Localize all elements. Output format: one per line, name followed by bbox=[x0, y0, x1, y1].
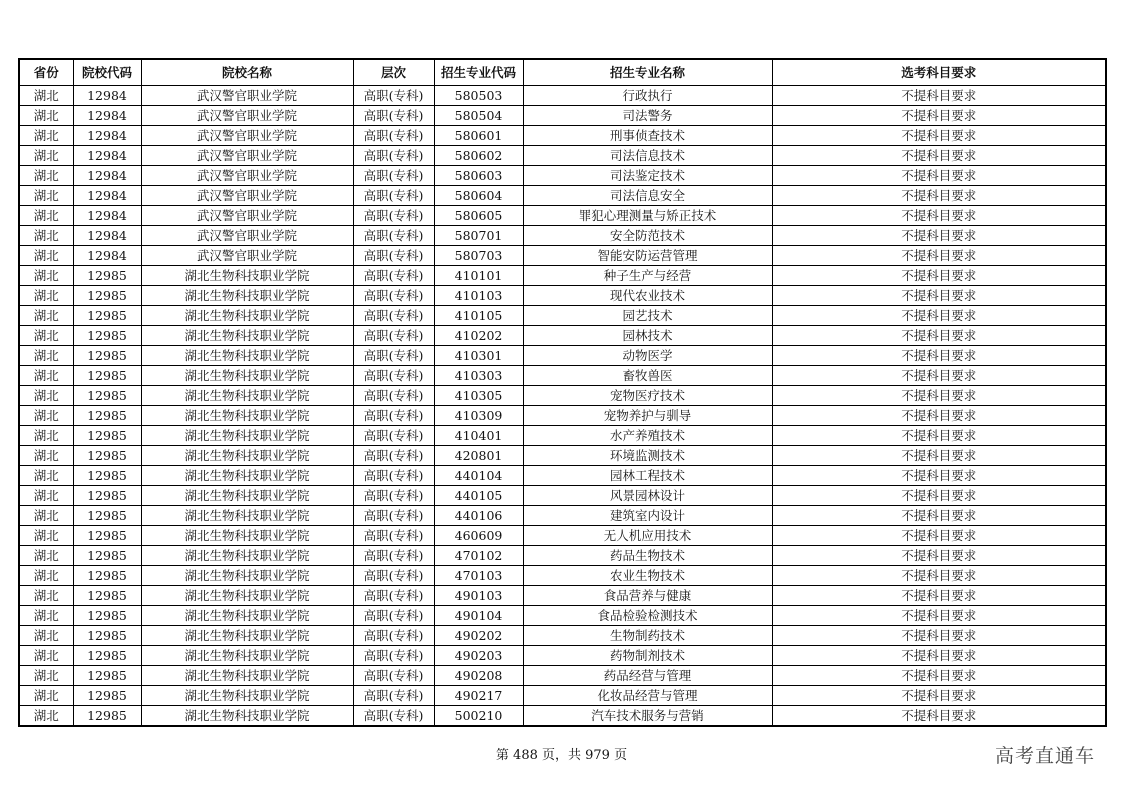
cell-major-name: 司法信息技术 bbox=[523, 146, 772, 166]
cell-school-name: 湖北生物科技职业学院 bbox=[141, 486, 353, 506]
header-major-name: 招生专业名称 bbox=[523, 59, 772, 86]
header-row bbox=[19, 59, 1106, 86]
cell-subject-requirement: 不提科目要求 bbox=[772, 626, 1106, 646]
header-level: 层次 bbox=[353, 59, 434, 86]
cell-level: 高职(专科) bbox=[353, 666, 434, 686]
cell-school-code: 12985 bbox=[73, 366, 141, 386]
cell-major-name: 建筑室内设计 bbox=[523, 506, 772, 526]
cell-school-code: 12985 bbox=[73, 606, 141, 626]
table-row bbox=[19, 446, 1106, 466]
table-row bbox=[19, 86, 1106, 106]
cell-major-name: 行政执行 bbox=[523, 86, 772, 106]
cell-level: 高职(专科) bbox=[353, 266, 434, 286]
cell-major-code: 410401 bbox=[434, 426, 523, 446]
cell-major-code: 580603 bbox=[434, 166, 523, 186]
table-row bbox=[19, 346, 1106, 366]
cell-school-name: 湖北生物科技职业学院 bbox=[141, 626, 353, 646]
cell-major-name: 农业生物技术 bbox=[523, 566, 772, 586]
cell-subject-requirement: 不提科目要求 bbox=[772, 186, 1106, 206]
cell-school-name: 武汉警官职业学院 bbox=[141, 86, 353, 106]
cell-major-name: 无人机应用技术 bbox=[523, 526, 772, 546]
cell-subject-requirement: 不提科目要求 bbox=[772, 506, 1106, 526]
cell-subject-requirement: 不提科目要求 bbox=[772, 126, 1106, 146]
cell-school-code: 12984 bbox=[73, 246, 141, 266]
cell-major-code: 490104 bbox=[434, 606, 523, 626]
table-row bbox=[19, 666, 1106, 686]
cell-school-name: 武汉警官职业学院 bbox=[141, 206, 353, 226]
cell-level: 高职(专科) bbox=[353, 346, 434, 366]
cell-province: 湖北 bbox=[19, 166, 73, 186]
cell-major-code: 580701 bbox=[434, 226, 523, 246]
cell-level: 高职(专科) bbox=[353, 326, 434, 346]
cell-major-name: 药品生物技术 bbox=[523, 546, 772, 566]
table-row bbox=[19, 126, 1106, 146]
cell-level: 高职(专科) bbox=[353, 306, 434, 326]
cell-school-code: 12985 bbox=[73, 286, 141, 306]
table-row bbox=[19, 266, 1106, 286]
cell-province: 湖北 bbox=[19, 306, 73, 326]
cell-province: 湖北 bbox=[19, 486, 73, 506]
cell-level: 高职(专科) bbox=[353, 426, 434, 446]
cell-level: 高职(专科) bbox=[353, 486, 434, 506]
cell-province: 湖北 bbox=[19, 466, 73, 486]
header-school-name: 院校名称 bbox=[141, 59, 353, 86]
cell-school-name: 湖北生物科技职业学院 bbox=[141, 706, 353, 727]
cell-school-name: 湖北生物科技职业学院 bbox=[141, 306, 353, 326]
cell-subject-requirement: 不提科目要求 bbox=[772, 326, 1106, 346]
cell-school-name: 湖北生物科技职业学院 bbox=[141, 346, 353, 366]
cell-province: 湖北 bbox=[19, 286, 73, 306]
cell-level: 高职(专科) bbox=[353, 366, 434, 386]
cell-school-name: 湖北生物科技职业学院 bbox=[141, 466, 353, 486]
cell-subject-requirement: 不提科目要求 bbox=[772, 586, 1106, 606]
table-body bbox=[19, 86, 1106, 727]
cell-major-code: 470103 bbox=[434, 566, 523, 586]
cell-level: 高职(专科) bbox=[353, 506, 434, 526]
admissions-table bbox=[18, 58, 1107, 727]
cell-school-code: 12984 bbox=[73, 146, 141, 166]
cell-school-code: 12985 bbox=[73, 686, 141, 706]
cell-major-code: 460609 bbox=[434, 526, 523, 546]
cell-school-code: 12985 bbox=[73, 666, 141, 686]
cell-province: 湖北 bbox=[19, 706, 73, 727]
cell-major-code: 490203 bbox=[434, 646, 523, 666]
cell-school-name: 武汉警官职业学院 bbox=[141, 226, 353, 246]
cell-level: 高职(专科) bbox=[353, 406, 434, 426]
table-row bbox=[19, 546, 1106, 566]
cell-major-name: 智能安防运营管理 bbox=[523, 246, 772, 266]
cell-school-name: 湖北生物科技职业学院 bbox=[141, 566, 353, 586]
cell-major-code: 420801 bbox=[434, 446, 523, 466]
cell-major-code: 410103 bbox=[434, 286, 523, 306]
table-row bbox=[19, 286, 1106, 306]
cell-major-code: 410305 bbox=[434, 386, 523, 406]
cell-major-name: 生物制药技术 bbox=[523, 626, 772, 646]
cell-province: 湖北 bbox=[19, 106, 73, 126]
cell-school-name: 湖北生物科技职业学院 bbox=[141, 526, 353, 546]
cell-major-code: 580602 bbox=[434, 146, 523, 166]
cell-subject-requirement: 不提科目要求 bbox=[772, 166, 1106, 186]
cell-level: 高职(专科) bbox=[353, 646, 434, 666]
cell-major-code: 580601 bbox=[434, 126, 523, 146]
table-row bbox=[19, 406, 1106, 426]
cell-subject-requirement: 不提科目要求 bbox=[772, 86, 1106, 106]
cell-level: 高职(专科) bbox=[353, 706, 434, 727]
cell-school-name: 湖北生物科技职业学院 bbox=[141, 686, 353, 706]
table-row bbox=[19, 486, 1106, 506]
cell-level: 高职(专科) bbox=[353, 286, 434, 306]
cell-major-code: 410303 bbox=[434, 366, 523, 386]
cell-school-name: 武汉警官职业学院 bbox=[141, 166, 353, 186]
cell-province: 湖北 bbox=[19, 266, 73, 286]
cell-level: 高职(专科) bbox=[353, 466, 434, 486]
cell-province: 湖北 bbox=[19, 146, 73, 166]
cell-school-name: 湖北生物科技职业学院 bbox=[141, 406, 353, 426]
cell-province: 湖北 bbox=[19, 626, 73, 646]
cell-province: 湖北 bbox=[19, 606, 73, 626]
cell-school-code: 12985 bbox=[73, 586, 141, 606]
cell-school-code: 12985 bbox=[73, 426, 141, 446]
table-row bbox=[19, 466, 1106, 486]
cell-major-name: 药品经营与管理 bbox=[523, 666, 772, 686]
admissions-table-container bbox=[18, 58, 1105, 727]
cell-major-name: 水产养殖技术 bbox=[523, 426, 772, 446]
cell-province: 湖北 bbox=[19, 426, 73, 446]
cell-subject-requirement: 不提科目要求 bbox=[772, 526, 1106, 546]
cell-level: 高职(专科) bbox=[353, 226, 434, 246]
cell-school-code: 12985 bbox=[73, 526, 141, 546]
cell-school-code: 12985 bbox=[73, 386, 141, 406]
cell-school-name: 武汉警官职业学院 bbox=[141, 126, 353, 146]
cell-subject-requirement: 不提科目要求 bbox=[772, 486, 1106, 506]
cell-level: 高职(专科) bbox=[353, 686, 434, 706]
table-row bbox=[19, 586, 1106, 606]
table-row bbox=[19, 206, 1106, 226]
cell-major-name: 环境监测技术 bbox=[523, 446, 772, 466]
page-number: 第 488 页，共 979 页 bbox=[495, 748, 628, 763]
cell-school-code: 12985 bbox=[73, 346, 141, 366]
cell-level: 高职(专科) bbox=[353, 246, 434, 266]
cell-school-code: 12985 bbox=[73, 446, 141, 466]
cell-major-name: 罪犯心理测量与矫正技术 bbox=[523, 206, 772, 226]
watermark-logo-text: 高考直通车 bbox=[994, 745, 1095, 767]
cell-major-code: 490103 bbox=[434, 586, 523, 606]
cell-province: 湖北 bbox=[19, 406, 73, 426]
cell-major-name: 畜牧兽医 bbox=[523, 366, 772, 386]
cell-province: 湖北 bbox=[19, 326, 73, 346]
cell-province: 湖北 bbox=[19, 226, 73, 246]
table-header bbox=[19, 59, 1106, 86]
cell-province: 湖北 bbox=[19, 206, 73, 226]
header-subject-requirement: 选考科目要求 bbox=[772, 59, 1106, 86]
cell-level: 高职(专科) bbox=[353, 146, 434, 166]
cell-province: 湖北 bbox=[19, 526, 73, 546]
header-province: 省份 bbox=[19, 59, 73, 86]
cell-major-name: 食品检验检测技术 bbox=[523, 606, 772, 626]
cell-major-name: 安全防范技术 bbox=[523, 226, 772, 246]
cell-major-name: 宠物养护与驯导 bbox=[523, 406, 772, 426]
cell-subject-requirement: 不提科目要求 bbox=[772, 666, 1106, 686]
cell-school-code: 12984 bbox=[73, 226, 141, 246]
cell-subject-requirement: 不提科目要求 bbox=[772, 466, 1106, 486]
cell-level: 高职(专科) bbox=[353, 106, 434, 126]
cell-school-name: 湖北生物科技职业学院 bbox=[141, 366, 353, 386]
cell-school-code: 12984 bbox=[73, 186, 141, 206]
cell-school-code: 12985 bbox=[73, 326, 141, 346]
cell-major-code: 410105 bbox=[434, 306, 523, 326]
table-row bbox=[19, 686, 1106, 706]
cell-school-name: 湖北生物科技职业学院 bbox=[141, 606, 353, 626]
cell-school-name: 湖北生物科技职业学院 bbox=[141, 286, 353, 306]
header-major-code: 招生专业代码 bbox=[434, 59, 523, 86]
cell-major-name: 园艺技术 bbox=[523, 306, 772, 326]
cell-subject-requirement: 不提科目要求 bbox=[772, 566, 1106, 586]
cell-major-name: 司法信息安全 bbox=[523, 186, 772, 206]
cell-province: 湖北 bbox=[19, 86, 73, 106]
cell-school-name: 武汉警官职业学院 bbox=[141, 146, 353, 166]
cell-subject-requirement: 不提科目要求 bbox=[772, 646, 1106, 666]
cell-major-name: 司法鉴定技术 bbox=[523, 166, 772, 186]
cell-school-code: 12985 bbox=[73, 506, 141, 526]
cell-subject-requirement: 不提科目要求 bbox=[772, 286, 1106, 306]
cell-level: 高职(专科) bbox=[353, 186, 434, 206]
cell-school-name: 湖北生物科技职业学院 bbox=[141, 426, 353, 446]
cell-level: 高职(专科) bbox=[353, 86, 434, 106]
table-row bbox=[19, 366, 1106, 386]
cell-major-code: 440104 bbox=[434, 466, 523, 486]
cell-level: 高职(专科) bbox=[353, 626, 434, 646]
cell-level: 高职(专科) bbox=[353, 446, 434, 466]
cell-major-code: 490202 bbox=[434, 626, 523, 646]
table-row bbox=[19, 106, 1106, 126]
cell-subject-requirement: 不提科目要求 bbox=[772, 346, 1106, 366]
table-row bbox=[19, 306, 1106, 326]
cell-subject-requirement: 不提科目要求 bbox=[772, 686, 1106, 706]
cell-subject-requirement: 不提科目要求 bbox=[772, 226, 1106, 246]
cell-major-name: 现代农业技术 bbox=[523, 286, 772, 306]
cell-major-code: 440105 bbox=[434, 486, 523, 506]
cell-level: 高职(专科) bbox=[353, 606, 434, 626]
cell-province: 湖北 bbox=[19, 346, 73, 366]
cell-province: 湖北 bbox=[19, 246, 73, 266]
cell-major-code: 440106 bbox=[434, 506, 523, 526]
table-row bbox=[19, 526, 1106, 546]
cell-province: 湖北 bbox=[19, 386, 73, 406]
cell-level: 高职(专科) bbox=[353, 166, 434, 186]
cell-province: 湖北 bbox=[19, 546, 73, 566]
cell-major-name: 药物制剂技术 bbox=[523, 646, 772, 666]
cell-subject-requirement: 不提科目要求 bbox=[772, 266, 1106, 286]
cell-major-name: 风景园林设计 bbox=[523, 486, 772, 506]
cell-school-name: 湖北生物科技职业学院 bbox=[141, 446, 353, 466]
cell-major-name: 刑事侦查技术 bbox=[523, 126, 772, 146]
cell-major-code: 580605 bbox=[434, 206, 523, 226]
cell-major-name: 园林工程技术 bbox=[523, 466, 772, 486]
cell-school-name: 湖北生物科技职业学院 bbox=[141, 506, 353, 526]
cell-subject-requirement: 不提科目要求 bbox=[772, 246, 1106, 266]
cell-school-name: 湖北生物科技职业学院 bbox=[141, 546, 353, 566]
cell-major-code: 410101 bbox=[434, 266, 523, 286]
cell-level: 高职(专科) bbox=[353, 586, 434, 606]
cell-school-code: 12985 bbox=[73, 706, 141, 727]
cell-major-code: 500210 bbox=[434, 706, 523, 727]
table-row bbox=[19, 606, 1106, 626]
cell-subject-requirement: 不提科目要求 bbox=[772, 706, 1106, 727]
cell-school-code: 12985 bbox=[73, 486, 141, 506]
cell-major-code: 410309 bbox=[434, 406, 523, 426]
cell-level: 高职(专科) bbox=[353, 386, 434, 406]
table-row bbox=[19, 506, 1106, 526]
cell-subject-requirement: 不提科目要求 bbox=[772, 606, 1106, 626]
cell-school-name: 湖北生物科技职业学院 bbox=[141, 326, 353, 346]
cell-school-name: 湖北生物科技职业学院 bbox=[141, 386, 353, 406]
cell-subject-requirement: 不提科目要求 bbox=[772, 386, 1106, 406]
cell-school-name: 湖北生物科技职业学院 bbox=[141, 646, 353, 666]
table-row bbox=[19, 646, 1106, 666]
cell-major-name: 司法警务 bbox=[523, 106, 772, 126]
cell-province: 湖北 bbox=[19, 686, 73, 706]
cell-school-code: 12985 bbox=[73, 406, 141, 426]
cell-major-code: 490217 bbox=[434, 686, 523, 706]
cell-school-code: 12984 bbox=[73, 86, 141, 106]
cell-major-code: 410301 bbox=[434, 346, 523, 366]
cell-province: 湖北 bbox=[19, 446, 73, 466]
cell-major-code: 470102 bbox=[434, 546, 523, 566]
cell-major-code: 580703 bbox=[434, 246, 523, 266]
cell-school-name: 武汉警官职业学院 bbox=[141, 106, 353, 126]
cell-level: 高职(专科) bbox=[353, 126, 434, 146]
cell-province: 湖北 bbox=[19, 186, 73, 206]
table-row bbox=[19, 566, 1106, 586]
cell-level: 高职(专科) bbox=[353, 526, 434, 546]
cell-school-code: 12984 bbox=[73, 166, 141, 186]
cell-major-code: 580604 bbox=[434, 186, 523, 206]
cell-major-code: 410202 bbox=[434, 326, 523, 346]
cell-major-code: 580503 bbox=[434, 86, 523, 106]
cell-school-code: 12985 bbox=[73, 626, 141, 646]
cell-subject-requirement: 不提科目要求 bbox=[772, 106, 1106, 126]
cell-major-code: 490208 bbox=[434, 666, 523, 686]
cell-major-name: 园林技术 bbox=[523, 326, 772, 346]
table-row bbox=[19, 166, 1106, 186]
cell-province: 湖北 bbox=[19, 586, 73, 606]
cell-school-code: 12984 bbox=[73, 106, 141, 126]
cell-subject-requirement: 不提科目要求 bbox=[772, 446, 1106, 466]
cell-province: 湖北 bbox=[19, 666, 73, 686]
cell-subject-requirement: 不提科目要求 bbox=[772, 146, 1106, 166]
table-row bbox=[19, 226, 1106, 246]
table-row bbox=[19, 706, 1106, 727]
cell-school-code: 12985 bbox=[73, 266, 141, 286]
cell-major-name: 动物医学 bbox=[523, 346, 772, 366]
table-row bbox=[19, 246, 1106, 266]
cell-school-code: 12984 bbox=[73, 206, 141, 226]
cell-school-name: 武汉警官职业学院 bbox=[141, 186, 353, 206]
header-school-code: 院校代码 bbox=[73, 59, 141, 86]
cell-school-code: 12985 bbox=[73, 466, 141, 486]
cell-school-name: 湖北生物科技职业学院 bbox=[141, 266, 353, 286]
cell-subject-requirement: 不提科目要求 bbox=[772, 206, 1106, 226]
cell-province: 湖北 bbox=[19, 566, 73, 586]
cell-subject-requirement: 不提科目要求 bbox=[772, 306, 1106, 326]
table-row bbox=[19, 426, 1106, 446]
cell-major-name: 化妆品经营与管理 bbox=[523, 686, 772, 706]
cell-school-name: 湖北生物科技职业学院 bbox=[141, 586, 353, 606]
cell-province: 湖北 bbox=[19, 126, 73, 146]
cell-subject-requirement: 不提科目要求 bbox=[772, 366, 1106, 386]
cell-level: 高职(专科) bbox=[353, 206, 434, 226]
cell-level: 高职(专科) bbox=[353, 566, 434, 586]
cell-subject-requirement: 不提科目要求 bbox=[772, 546, 1106, 566]
cell-school-code: 12985 bbox=[73, 646, 141, 666]
cell-school-name: 武汉警官职业学院 bbox=[141, 246, 353, 266]
cell-school-code: 12985 bbox=[73, 546, 141, 566]
cell-province: 湖北 bbox=[19, 366, 73, 386]
cell-major-name: 汽车技术服务与营销 bbox=[523, 706, 772, 727]
cell-subject-requirement: 不提科目要求 bbox=[772, 426, 1106, 446]
cell-province: 湖北 bbox=[19, 506, 73, 526]
cell-major-name: 食品营养与健康 bbox=[523, 586, 772, 606]
table-row bbox=[19, 326, 1106, 346]
cell-school-code: 12985 bbox=[73, 306, 141, 326]
cell-major-name: 宠物医疗技术 bbox=[523, 386, 772, 406]
table-row bbox=[19, 186, 1106, 206]
cell-school-name: 湖北生物科技职业学院 bbox=[141, 666, 353, 686]
cell-subject-requirement: 不提科目要求 bbox=[772, 406, 1106, 426]
cell-major-name: 种子生产与经营 bbox=[523, 266, 772, 286]
table-row bbox=[19, 386, 1106, 406]
cell-major-code: 580504 bbox=[434, 106, 523, 126]
cell-school-code: 12985 bbox=[73, 566, 141, 586]
cell-level: 高职(专科) bbox=[353, 546, 434, 566]
cell-school-code: 12984 bbox=[73, 126, 141, 146]
table-row bbox=[19, 146, 1106, 166]
cell-province: 湖北 bbox=[19, 646, 73, 666]
table-row bbox=[19, 626, 1106, 646]
